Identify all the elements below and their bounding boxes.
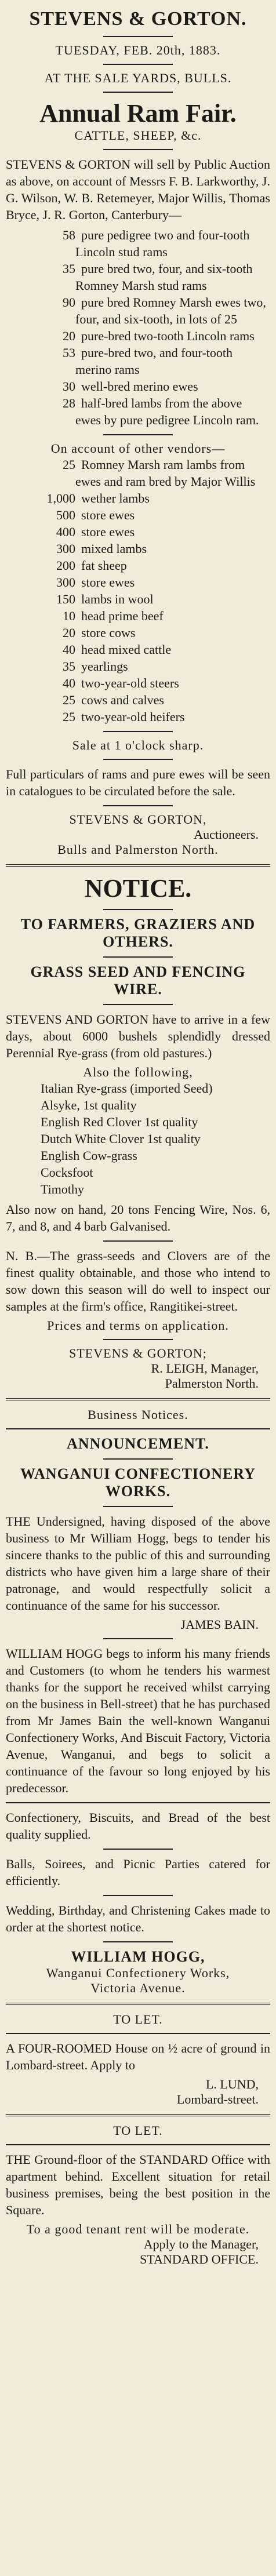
ram-list — [6, 227, 270, 428]
divider — [103, 731, 173, 732]
seed-list — [6, 1080, 270, 1198]
auctioneer-role: Auctioneers. — [194, 827, 259, 842]
list-item: 300 mixed lambs — [56, 541, 147, 556]
announcement-heading: ANNOUNCEMENT. — [67, 1435, 209, 1452]
hogg-works: Wanganui Confectionery Works, — [46, 1966, 230, 1980]
notice-also: Also the following, — [83, 1065, 193, 1079]
list-item: 28 half-bred lambs from the above ewes by pure pedigree Lincoln ram. — [63, 396, 259, 427]
ram-fair-subtitle: CATTLE, SHEEP, &c. — [74, 128, 202, 143]
divider — [103, 1458, 173, 1460]
fencing-wire: Also now on hand, 20 tons Fencing Wire, Nos. 6, 7, and 8, and 4 barb Galvanised. — [6, 1202, 270, 1234]
notice-subject: GRASS SEED AND FENCING WIRE. — [30, 963, 246, 998]
newspaper-page — [6, 0, 270, 2267]
list-item: 150 lambs in wool — [56, 592, 154, 606]
bain-signature: JAMES BAIN. — [180, 1617, 259, 1632]
divider — [103, 434, 173, 435]
list-item: 10 head prime beef — [63, 609, 164, 623]
to-let-heading: TO LET. — [113, 2012, 163, 2026]
sale-date: TUESDAY, FEB. 20th, 1883. — [55, 43, 221, 57]
list-item: Dutch White Clover 1st quality — [41, 1131, 201, 1146]
list-item: Italian Rye-grass (imported Seed) — [41, 1081, 213, 1096]
divider — [103, 1941, 173, 1942]
list-item: 400 store ewes — [56, 525, 135, 539]
divider — [103, 1638, 173, 1639]
list-item: 35 yearlings — [63, 659, 128, 674]
divider — [103, 1506, 173, 1507]
ram-fair-intro: STEVENS & GORTON will sell by Public Auction as above, on account of Messrs F. B. Larkworthy, J. G. Wilson, W. B. Retemeyer, Major Willis, Thomas Bryce, J. R. Gorton, Canterbury— — [6, 157, 270, 222]
divider — [103, 909, 173, 910]
section-divider — [6, 2003, 270, 2005]
divider — [103, 1895, 173, 1896]
divider — [6, 1802, 270, 1803]
sale-venue: AT THE SALE YARDS, BULLS. — [44, 71, 232, 85]
list-item: Cocksfoot — [41, 1165, 93, 1180]
list-item: 20 pure-bred two-tooth Lincoln rams — [63, 329, 255, 343]
sale-time: Sale at 1 o'clock sharp. — [72, 738, 204, 752]
list-item: 35 pure bred two, four, and six-tooth Romney Marsh stud rams — [63, 261, 253, 293]
list-item: English Cow-grass — [41, 1148, 137, 1163]
hogg-name: WILLIAM HOGG, — [71, 1948, 205, 1965]
list-item: 40 two-year-old steers — [63, 676, 179, 690]
divider — [103, 149, 173, 150]
list-item: 58 pure pedigree two and four-tooth Lincoln stud rams — [63, 228, 250, 259]
divider — [6, 2033, 270, 2034]
works-heading: WANGANUI CONFECTIONERY WORKS. — [20, 1465, 256, 1500]
to-let-office: THE Ground-floor of the STANDARD Office with apartment behind. Excellent situation for retail business premises, being the best position in the Square. — [6, 2152, 270, 2217]
list-item: 200 fat sheep — [56, 558, 127, 573]
cakes-line: Wedding, Birthday, and Christening Cakes made to order at the shortest notice. — [6, 1903, 270, 1934]
auctioneer-place: Bulls and Palmerston North. — [57, 842, 219, 857]
to-let-contact-name: L. LUND, — [205, 2077, 259, 2091]
divider — [103, 805, 173, 806]
list-item: 90 pure bred Romney Marsh ewes two, four, and six-tooth, in lots of 25 — [63, 295, 266, 326]
section-divider — [6, 864, 270, 867]
divider — [103, 956, 173, 958]
firm-header: STEVENS & GORTON. — [29, 8, 247, 30]
divider — [103, 1240, 173, 1242]
hogg-notice: WILLIAM HOGG begs to inform his many friends and Customers (to whom he tenders his warmest thanks for the support he received whilst carrying on the business in Bell-street) that he has purchased from Mr James Bain the well-known Wanganui Confectionery Works, And Biscuit Factory, Victoria Avenue, Wanganui, and begs to solicit a continuance of the favour so long enjoyed by his predecessor. — [6, 1646, 270, 1795]
list-item: 300 store ewes — [56, 575, 135, 590]
list-item: Timothy — [41, 1182, 85, 1196]
to-let-contact-address: Lombard-street. — [176, 2092, 259, 2106]
divider — [103, 92, 173, 93]
divider — [103, 759, 173, 760]
list-item: Alsyke, 1st quality — [41, 1098, 137, 1112]
list-item: 30 well-bred merino ewes — [63, 379, 198, 394]
list-item: 40 head mixed cattle — [63, 642, 172, 657]
list-item: 25 two-year-old heifers — [63, 710, 185, 724]
balls-line: Balls, Soirees, and Picnic Parties catered for efficiently. — [6, 1857, 270, 1888]
auctioneer-firm: STEVENS & GORTON, — [69, 812, 207, 827]
divider — [103, 1339, 173, 1340]
hogg-address: Victoria Avenue. — [90, 1981, 186, 1995]
section-divider — [6, 2114, 270, 2116]
stock-list — [6, 456, 270, 725]
to-let-rent-note: To a good tenant rent will be moderate. — [26, 2222, 250, 2236]
prices-note: Prices and terms on application. — [47, 1318, 229, 1333]
confectionery-line: Confectionery, Biscuits, and Bread of the best quality supplied. — [6, 1810, 270, 1842]
to-let-apply: Apply to the Manager, — [143, 2237, 259, 2251]
divider — [103, 1004, 173, 1005]
notice-sig-place: Palmerston North. — [165, 1376, 259, 1391]
ram-fair-title: Annual Ram Fair. — [39, 99, 237, 128]
business-heading: Business Notices. — [88, 1407, 188, 1422]
other-vendors-heading: On account of other vendors— — [50, 441, 226, 456]
catalogue-note: Full particulars of rams and pure ewes will be seen in catalogues to be circulated before the sale. — [6, 767, 270, 798]
divider — [103, 36, 173, 37]
notice-sig-manager: R. LEIGH, Manager, — [151, 1361, 259, 1376]
list-item: English Red Clover 1st quality — [41, 1115, 198, 1129]
notice-nb: N. B.—The grass-seeds and Clovers are of the finest quality obtainable, and those who intend to sow down this season will do well to inspect our samples at the firm's office, Rangitikei-street. — [6, 1249, 270, 1314]
divider — [103, 64, 173, 65]
list-item: 25 cows and calves — [63, 693, 164, 707]
notice-audience: TO FARMERS, GRAZIERS AND OTHERS. — [20, 916, 256, 950]
notice-title: NOTICE. — [84, 874, 192, 903]
list-item: 1,000 wether lambs — [46, 491, 150, 505]
to-let-office-name: STANDARD OFFICE. — [140, 2252, 259, 2266]
notice-body: STEVENS AND GORTON have to arrive in a few days, about 6000 bushels splendidly dressed Perennial Rye-grass (from old pastures.) — [6, 1012, 270, 1060]
divider — [6, 2144, 270, 2145]
section-divider — [6, 1398, 270, 1400]
list-item: 20 store cows — [63, 625, 136, 640]
to-let-heading: TO LET. — [113, 2123, 163, 2138]
divider — [103, 1849, 173, 1850]
list-item: 500 store ewes — [56, 508, 135, 522]
list-item: 53 pure-bred two, and four-tooth merino rams — [63, 345, 233, 377]
notice-sig-firm: STEVENS & GORTON; — [69, 1346, 207, 1360]
bain-notice: THE Undersigned, having disposed of the above business to Mr William Hogg, begs to tender his sincere thanks to the public of this and surrounding districts who have given him a large share of their patronage, and would respectfully solicit a continuance of the same for his successor. — [6, 1514, 270, 1613]
to-let-house: A FOUR-ROOMED House on ½ acre of ground in Lombard-street. Apply to — [6, 2041, 270, 2072]
divider — [6, 1428, 270, 1429]
list-item: 25 Romney Marsh ram lambs from ewes and ram bred by Major Willis — [63, 457, 256, 489]
